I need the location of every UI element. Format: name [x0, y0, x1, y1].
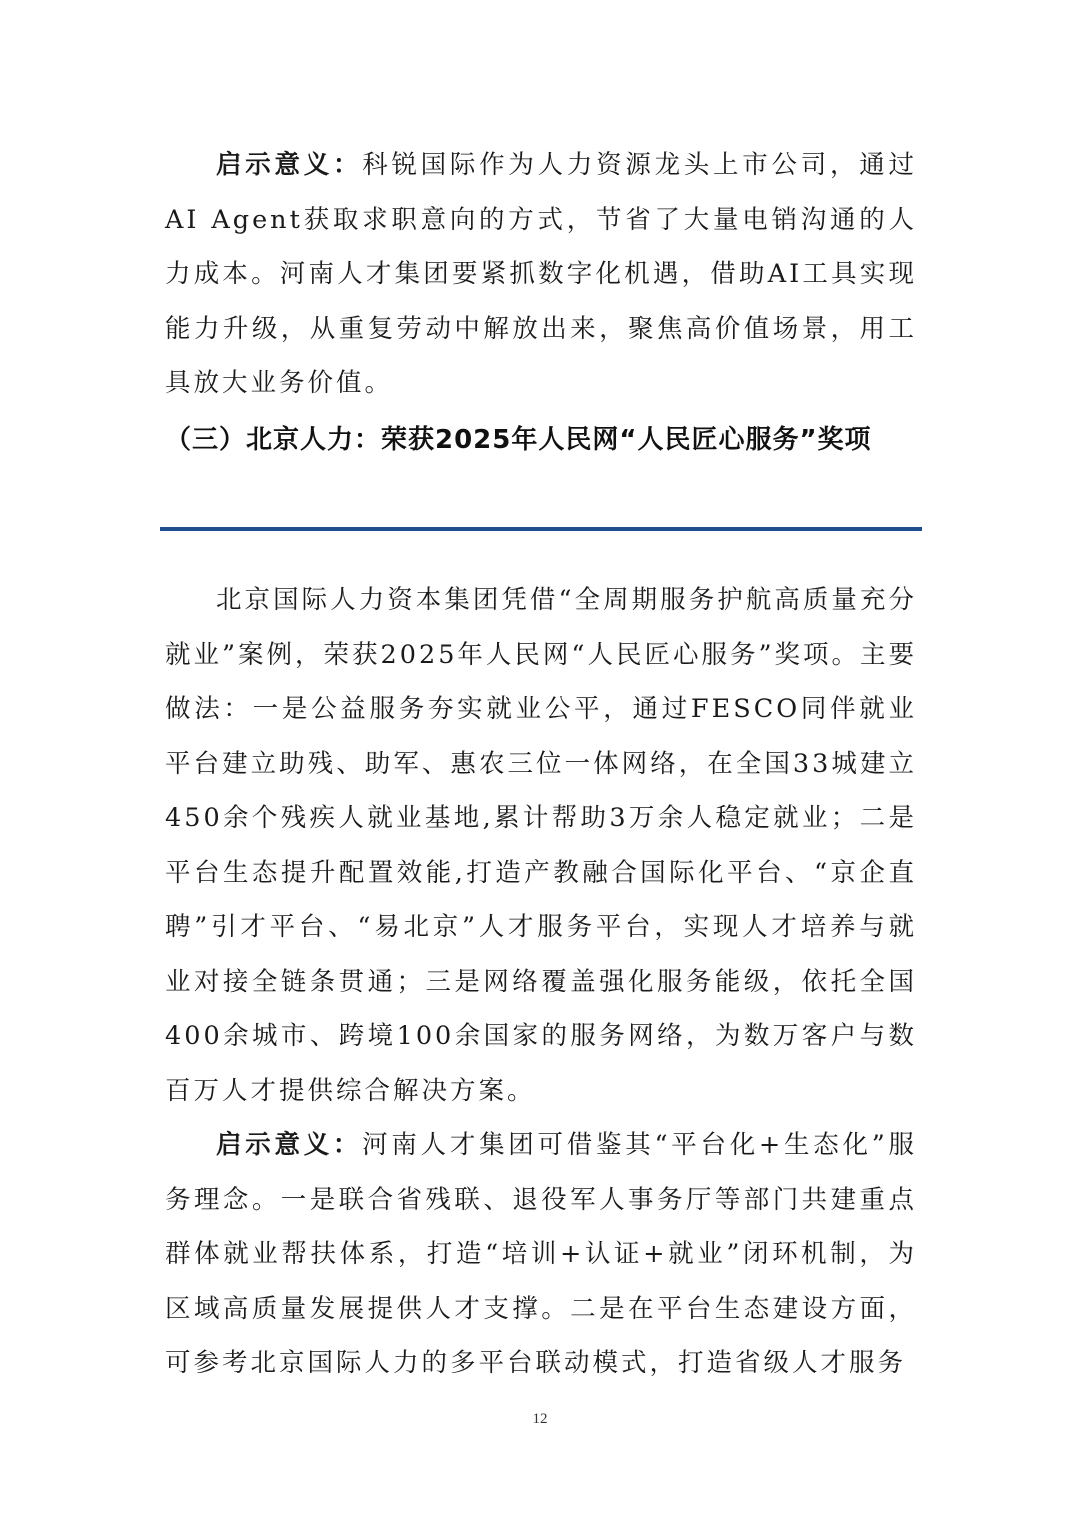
paragraph-inspiration-2	[165, 1118, 917, 1391]
paragraph-body: 科锐国际作为人力资源龙头上市公司，通过AI Agent获取求职意向的方式，节省了大量电销沟通的人力成本。河南人才集团要紧抓数字化机遇，借助AI工具实现能力升级，从重复劳动中解放出来，聚焦高价值场景，用工具放大业务价值。	[165, 150, 917, 398]
section-heading: （三）北京人力：荣获2025年人民网“人民匠心服务”奖项	[165, 425, 872, 455]
paragraph-body: 河南人才集团可借鉴其“平台化+生态化”服务理念。一是联合省残联、退役军人事务厅等部门共建重点群体就业帮扶体系，打造“培训+认证+就业”闭环机制，为区域高质量发展提供人才支撑。二是在平台生态建设方面，可参考北京国际人力的多平台联动模式，打造省级人才服务	[165, 1130, 917, 1378]
paragraph-lead-label: 启示意义：	[216, 1130, 363, 1160]
paragraph-body: 北京国际人力资本集团凭借“全周期服务护航高质量充分就业”案例，荣获2025年人民网“人民匠心服务”奖项。主要做法：一是公益服务夯实就业公平，通过FESCO同伴就业平台建立助残、助军、惠农三位一体网络，在全国33城建立450余个残疾人就业基地,累计帮助3万余人稳定就业；二是平台生态提升配置效能,打造产教融合国际化平台、“京企直聘”引才平台、“易北京”人才服务平台，实现人才培养与就业对接全链条贯通；三是网络覆盖强化服务能级，依托全国400余城市、跨境100余国家的服务网络，为数万客户与数百万人才提供综合解决方案。	[165, 585, 918, 1106]
page-number: 12	[532, 1411, 548, 1427]
paragraph-case-description	[165, 573, 917, 1118]
paragraph-inspiration-1	[165, 138, 917, 411]
heading-divider	[160, 527, 922, 531]
paragraph-lead-label: 启示意义：	[216, 150, 363, 180]
